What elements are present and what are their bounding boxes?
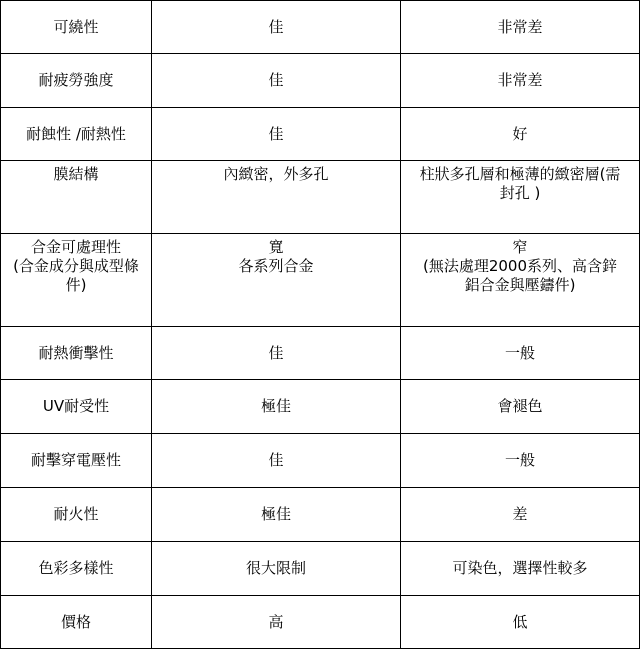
- property-cell: [1, 596, 152, 649]
- cell-text: 佳: [268, 124, 284, 143]
- table-row: [1, 596, 640, 649]
- option-a-cell: [152, 488, 401, 542]
- option-b-cell: [401, 234, 640, 327]
- property-cell: [1, 1, 152, 54]
- cell-text: UV耐受性: [42, 397, 110, 415]
- property-cell: [1, 108, 152, 161]
- option-a-cell: [152, 434, 401, 488]
- table-row: [1, 327, 640, 380]
- cell-text: 各系列合金: [238, 257, 314, 275]
- table-row: [1, 54, 640, 108]
- option-b-cell: [401, 161, 640, 234]
- cell-text: 一般: [504, 343, 535, 362]
- property-cell: [1, 380, 152, 434]
- option-a-cell: [152, 234, 401, 327]
- option-b-cell: [401, 1, 640, 54]
- cell-text: 非常差: [497, 71, 543, 89]
- table-row: [1, 542, 640, 596]
- option-b-cell: [401, 434, 640, 488]
- cell-text: 耐擊穿電壓性: [30, 451, 121, 469]
- table-row: [1, 380, 640, 434]
- table-row: [1, 488, 640, 542]
- cell-text: 合金可處理性: [30, 238, 121, 256]
- cell-text: 佳: [268, 71, 284, 89]
- table-row: [1, 1, 640, 54]
- cell-text: 耐疲勞強度: [38, 71, 114, 89]
- cell-text: 會褪色: [497, 397, 543, 415]
- cell-text: 低: [512, 612, 528, 631]
- option-b-cell: [401, 327, 640, 380]
- option-a-cell: [152, 54, 401, 108]
- cell-text: 耐蝕性 /耐熱性: [26, 124, 126, 143]
- cell-text: 一般: [504, 451, 535, 469]
- cell-text: 寬: [268, 238, 284, 256]
- cell-text: 極佳: [260, 397, 291, 415]
- property-cell: [1, 488, 152, 542]
- cell-text: 價格: [60, 612, 91, 631]
- cell-text: 非常差: [497, 17, 543, 36]
- cell-text: 柱狀多孔層和極薄的緻密層(需: [419, 165, 621, 183]
- cell-text: 耐火性: [53, 505, 99, 523]
- cell-text: 可繞性: [53, 17, 99, 36]
- option-b-cell: [401, 54, 640, 108]
- table-row: [1, 234, 640, 327]
- option-b-cell: [401, 542, 640, 596]
- option-a-cell: [152, 596, 401, 649]
- table-row: [1, 161, 640, 234]
- cell-text: 耐熱衝擊性: [38, 343, 114, 362]
- table-row: [1, 108, 640, 161]
- cell-text: 可染色，選擇性較多: [452, 559, 588, 577]
- option-b-cell: [401, 596, 640, 649]
- cell-text: 件): [65, 276, 87, 294]
- option-a-cell: [152, 161, 401, 234]
- cell-text: 鋁合金與壓鑄件): [464, 276, 576, 294]
- cell-text: 極佳: [260, 505, 291, 523]
- table-row: [1, 434, 640, 488]
- option-a-cell: [152, 542, 401, 596]
- option-a-cell: [152, 108, 401, 161]
- cell-text: 好: [512, 124, 528, 143]
- option-a-cell: [152, 327, 401, 380]
- option-b-cell: [401, 108, 640, 161]
- property-cell: [1, 161, 152, 234]
- cell-text: 佳: [268, 17, 284, 36]
- cell-text: 高: [268, 612, 284, 631]
- cell-text: 差: [512, 505, 528, 523]
- property-cell: [1, 542, 152, 596]
- option-b-cell: [401, 380, 640, 434]
- option-a-cell: [152, 1, 401, 54]
- cell-text: 封孔 ): [499, 184, 541, 202]
- cell-text: 內緻密，外多孔: [223, 165, 329, 183]
- cell-text: (無法處理2000系列、高含鋅: [422, 257, 618, 275]
- cell-text: 膜結構: [53, 165, 99, 183]
- option-b-cell: [401, 488, 640, 542]
- cell-text: 佳: [268, 343, 284, 362]
- cell-text: 佳: [268, 451, 284, 469]
- cell-text: 色彩多樣性: [38, 559, 114, 577]
- property-cell: [1, 54, 152, 108]
- cell-text: (合金成分與成型條: [13, 257, 139, 275]
- cell-text: 窄: [512, 238, 528, 256]
- option-a-cell: [152, 380, 401, 434]
- property-cell: [1, 434, 152, 488]
- cell-text: 很大限制: [245, 559, 306, 577]
- property-cell: [1, 327, 152, 380]
- property-cell: [1, 234, 152, 327]
